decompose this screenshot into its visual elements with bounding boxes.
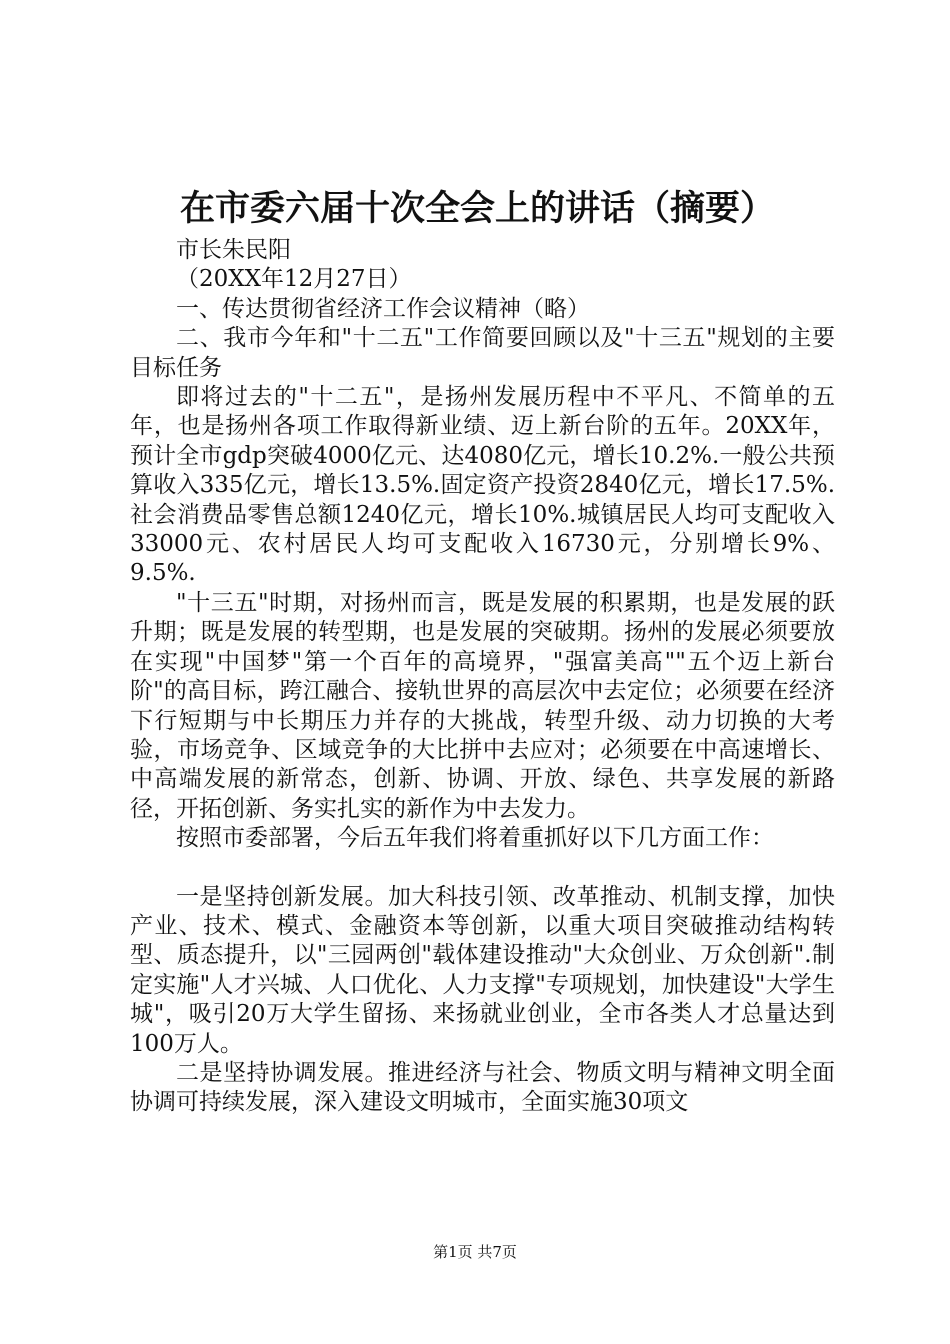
paragraph: 一是坚持创新发展。加大科技引领、改革推动、机制支撑，加快产业、技术、模式、金融资本等创新，以重大项目突破推动结构转型、质态提升，以"三园两创"载体建设推动"大众创业、万众创新".制定实施"人才兴城、人口优化、人力支撑"专项规划，加快建设"大学生城"，吸引20万大学生留扬、来扬就业创业，全市各类人才总量达到100万人。 <box>130 883 835 1057</box>
page-footer: 第1页 共7页 <box>433 1243 517 1261</box>
paragraph: 按照市委部署，今后五年我们将着重抓好以下几方面工作： <box>176 825 774 852</box>
paragraph: 二是坚持协调发展。推进经济与社会、物质文明与精神文明全面协调可持续发展，深入建设文明城市，全面实施30项文 <box>130 1059 835 1116</box>
paragraph: 即将过去的"十二五"，是扬州发展历程中不平凡、不简单的五年，也是扬州各项工作取得新业绩、迈上新台阶的五年。20XX年，预计全市gdp突破4000亿元、达4080亿元，增长10.2%.一般公共预算收入335亿元，增长13.5%.固定资产投资2840亿元，增长17.5%.社会消费品零售总额1240亿元，增长10%.城镇居民人均可支配收入33000元、农村居民人均可支配收入16730元，分别增长9%、9.5%. <box>130 384 835 587</box>
paragraph: 二、我市今年和"十二五"工作简要回顾以及"十三五"规划的主要目标任务 <box>130 325 835 381</box>
document-title: 在市委六届十次全会上的讲话（摘要） <box>180 188 776 229</box>
document-body <box>130 236 835 1118</box>
paragraph: 一、传达贯彻省经济工作会议精神（略） <box>176 295 590 322</box>
author-line: 市长朱民阳 <box>176 237 291 263</box>
date-line: （20XX年12月27日） <box>176 266 412 293</box>
paragraph: "十三五"时期，对扬州而言，既是发展的积累期，也是发展的跃升期；既是发展的转型期，也是发展的突破期。扬州的发展必须要放在实现"中国梦"第一个百年的高境界，"强富美高""五个迈上新台阶"的高目标，跨江融合、接轨世界的高层次中去定位；必须要在经济下行短期与中长期压力并存的大挑战，转型升级、动力切换的大考验，市场竞争、区域竞争的大比拼中去应对；必须要在中高速增长、中高端发展的新常态，创新、协调、开放、绿色、共享发展的新路径，开拓创新、务实扎实的新作为中去发力。 <box>130 589 835 822</box>
